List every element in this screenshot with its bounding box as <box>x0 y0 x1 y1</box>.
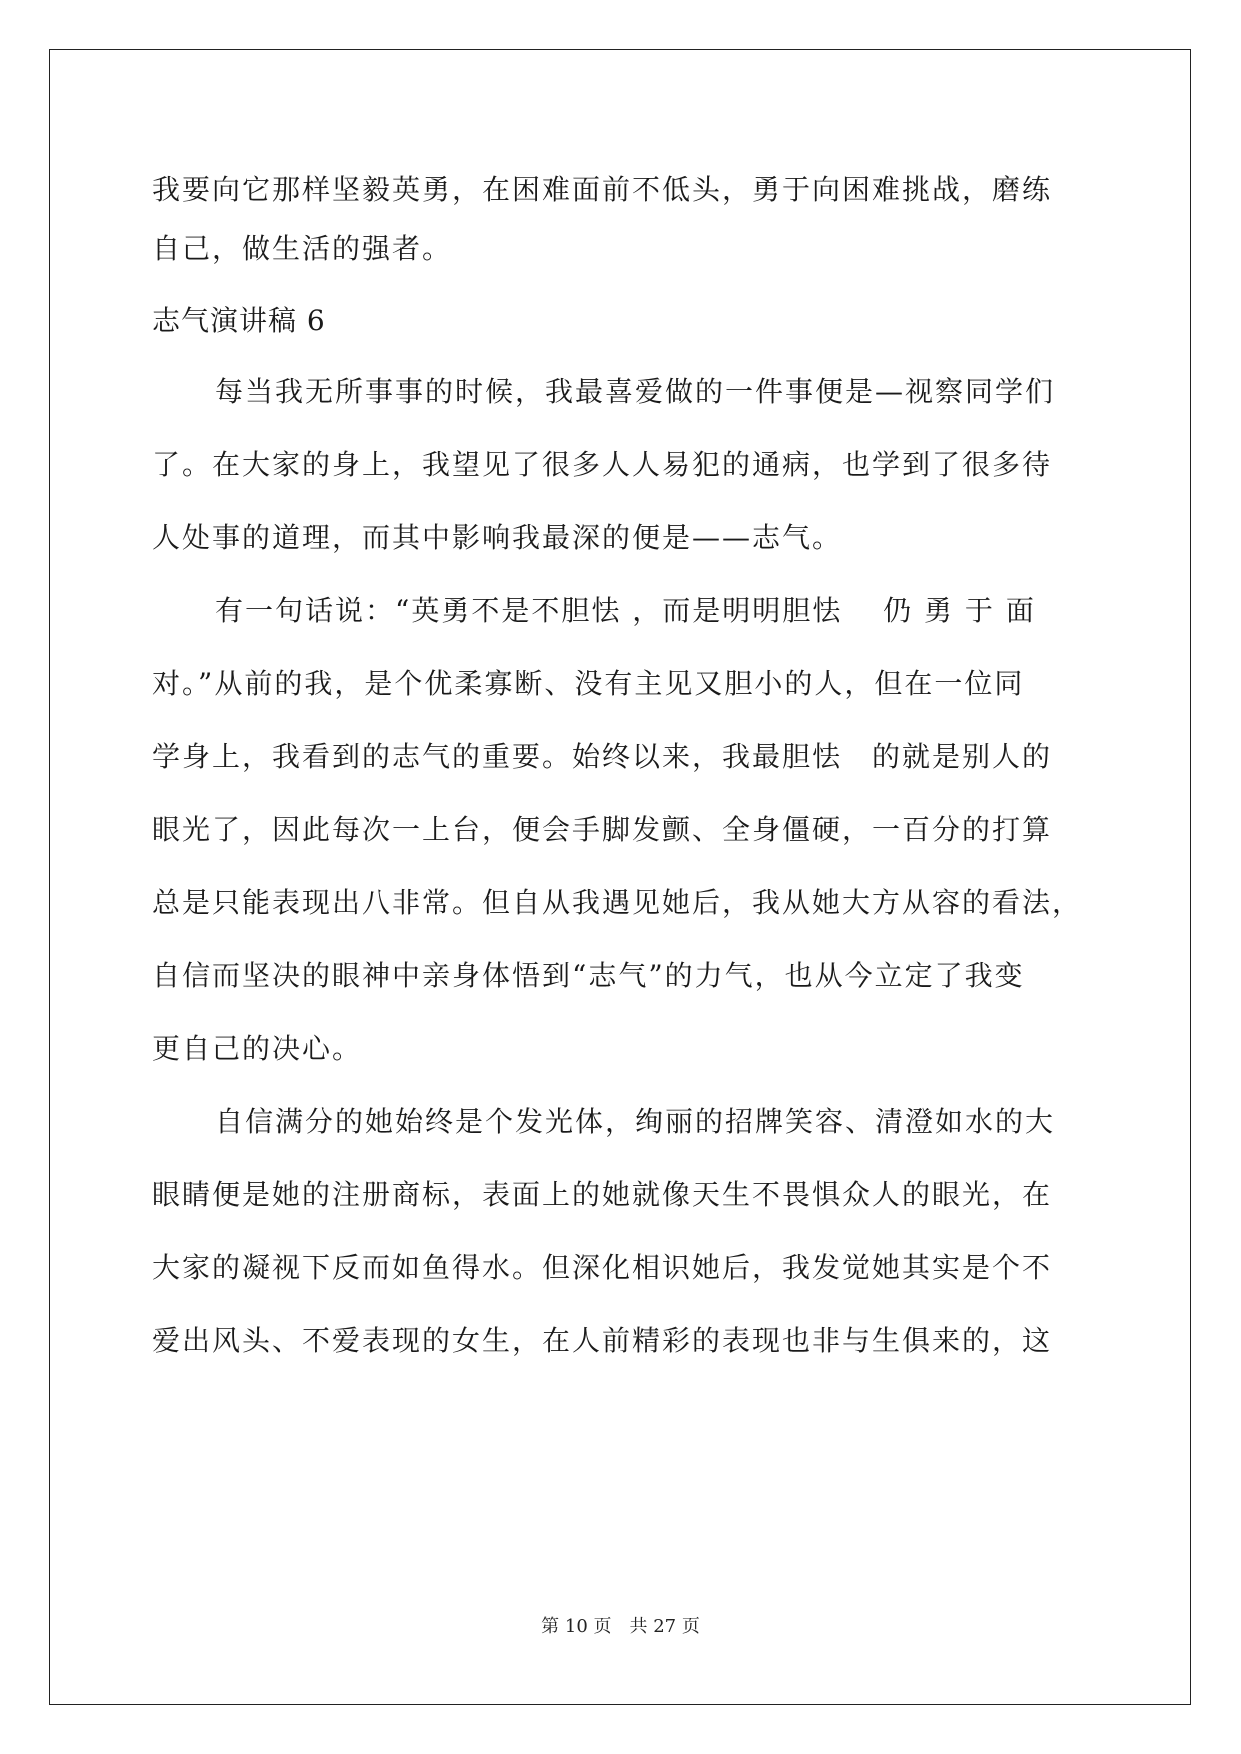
page-number-footer: 第 10 页 共 27 页 <box>541 1616 700 1637</box>
text-line: 爱出风头、不爱表现的女生，在人前精彩的表现也非与生俱来的，这 <box>152 1324 1053 1357</box>
text-line: 总是只能表现出八非常。但自从我遇见她后，我从她大方从容的看法， <box>152 886 1083 919</box>
text-line: 我要向它那样坚毅英勇，在困难面前不低头，勇于向困难挑战，磨练 <box>152 173 1053 206</box>
text-line: 自己，做生活的强者。 <box>152 232 453 265</box>
text-line: 眼睛便是她的注册商标，表面上的她就像天生不畏惧众人的眼光，在 <box>152 1178 1053 1211</box>
text-line: 更自己的决心。 <box>152 1032 363 1065</box>
text-line: 眼光了，因此每次一上台，便会手脚发颤、全身僵硬，一百分的打算 <box>152 813 1053 846</box>
section-heading: 志气演讲稿 6 <box>152 304 326 337</box>
text-line: 每当我无所事事的时候，我最喜爱做的一件事便是—视察同学们 <box>215 375 1056 408</box>
page-frame <box>49 49 1191 1705</box>
text-line: 大家的凝视下反而如鱼得水。但深化相识她后，我发觉她其实是个不 <box>152 1251 1053 1284</box>
text-line: 人处事的道理，而其中影响我最深的便是——志气。 <box>152 521 843 554</box>
text-line: 有一句话说：“英勇不是不胆怯 ，而是明明胆怯 仍 勇 于 面 <box>215 594 1036 627</box>
text-line: 对。”从前的我，是个优柔寡断、没有主见又胆小的人，但在一位同 <box>152 667 1025 700</box>
text-line: 了。在大家的身上，我望见了很多人人易犯的通病，也学到了很多待 <box>152 448 1053 481</box>
text-line: 学身上，我看到的志气的重要。始终以来，我最胆怯 的就是别人的 <box>152 740 1053 773</box>
text-line: 自信而坚决的眼神中亲身体悟到“志气”的力气，也从今立定了我变 <box>152 959 1025 992</box>
text-line: 自信满分的她始终是个发光体，绚丽的招牌笑容、清澄如水的大 <box>215 1105 1056 1138</box>
